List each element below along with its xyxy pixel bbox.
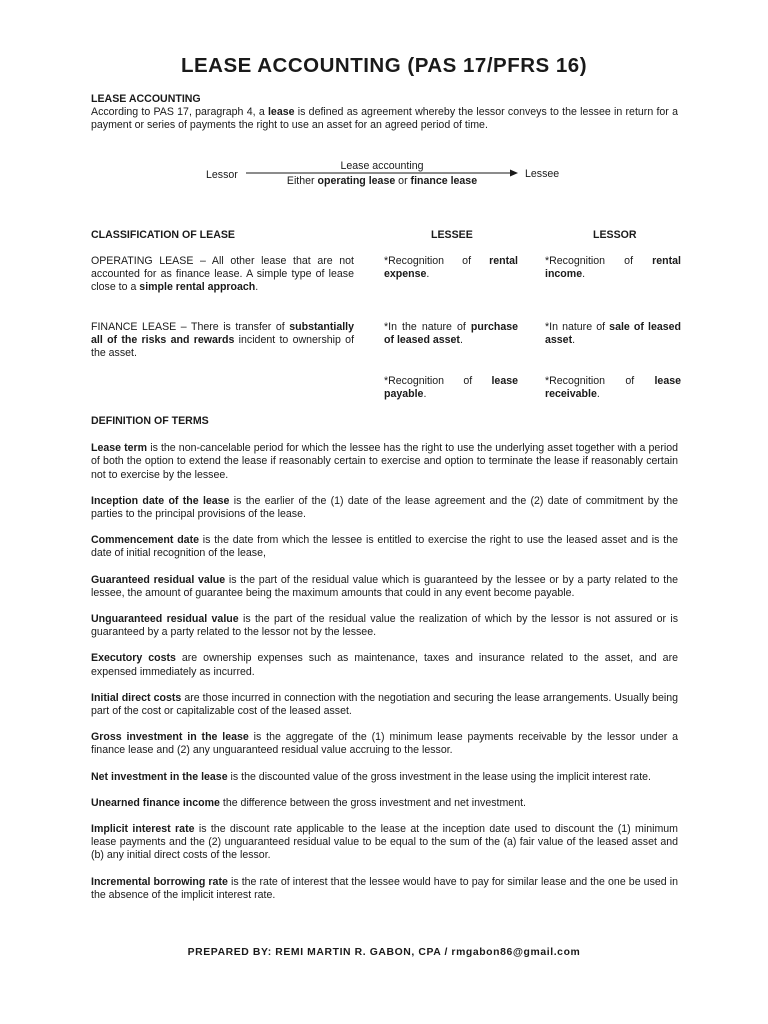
- definition-term: Gross investment in the lease: [91, 731, 249, 744]
- definition-text: is the aggregate of the (1) minimum lease payments receivable by the lessor under a finance lease and (2) any unguaranteed residual value accruing to the lessor.: [91, 731, 678, 757]
- intro-paragraph: According to PAS 17, paragraph 4, a lease is defined as agreement whereby the lessor conveys to the lessee in return for a payment or series of payments the right to use an asset for an agreed period of time.: [91, 106, 678, 132]
- definitions-list: [91, 442, 678, 902]
- definition-text: are those incurred in connection with the negotiation and securing the lease arrangements. Usually being part of the cost or capitalizable cost of the leased asset.: [91, 691, 678, 718]
- diagram-lessor-label: Lessor: [206, 169, 238, 181]
- prepared-by-footer: PREPARED BY: REMI MARTIN R. GABON, CPA / rmgabon86@gmail.com: [187, 947, 581, 958]
- definition-item: [91, 534, 678, 560]
- definition-term: Implicit interest rate: [91, 823, 195, 836]
- finance-lessor-cell-2: *Recognition of lease receivable.: [545, 375, 681, 401]
- lessor-header: LESSOR: [593, 229, 637, 241]
- definition-item: [91, 613, 678, 639]
- definition-text: is the date from which the lessee is entitled to exercise the right to use the leased asset and is the date of initial recognition of the lease,: [91, 534, 678, 560]
- definition-item: [91, 823, 678, 863]
- document-title: LEASE ACCOUNTING (PAS 17/PFRS 16): [180, 54, 588, 77]
- intro-heading: LEASE ACCOUNTING: [91, 93, 201, 105]
- definition-term: Net investment in the lease: [91, 770, 228, 783]
- lessee-header: LESSEE: [431, 229, 473, 241]
- definition-text: is the part of the residual value the realization of which by the lessor is not assured or is guaranteed by a party related to the lessor not by the lessee.: [91, 613, 678, 639]
- definition-text: is the non-cancelable period for which the lessee has the right to use the underlying asset together with a period of both the option to extend the lease if reasonably certain to exercise and option to terminate the lease if reasonably certain not to exercise by the lessee.: [91, 442, 678, 481]
- operating-lessee-cell: *Recognition of rental expense.: [384, 255, 518, 281]
- definition-item: [91, 731, 678, 757]
- definitions-section: [91, 415, 678, 915]
- definition-item: [91, 876, 678, 902]
- operating-lessor-cell: *Recognition of rental income.: [545, 255, 681, 281]
- operating-lease-description: OPERATING LEASE – All other lease that are not accounted for as finance lease. A simple type of lease close to a simple rental approach.: [91, 255, 354, 294]
- definition-term: Initial direct costs: [91, 691, 182, 704]
- finance-lessee-cell-1: *In the nature of purchase of leased asset.: [384, 321, 518, 347]
- definition-item: [91, 771, 678, 784]
- definition-text: is the rate of interest that the lessee would have to pay for similar lease and the one be used in the absence of the implicit interest rate.: [91, 875, 678, 901]
- diagram-lessee-label: Lessee: [525, 168, 560, 180]
- finance-lessor-cell-1: *In nature of sale of leased asset.: [545, 321, 681, 347]
- definition-term: Guaranteed residual value: [91, 573, 226, 586]
- lease-diagram: [0, 160, 768, 194]
- definition-term: Inception date of the lease: [91, 494, 230, 507]
- finance-lessee-cell-2: *Recognition of lease payable.: [384, 375, 518, 401]
- definition-text: are ownership expenses such as maintenance, taxes and insurance related to the asset, and are expensed immediately as incurred.: [91, 652, 678, 678]
- definition-term: Commencement date: [91, 534, 199, 547]
- definition-item: [91, 574, 678, 600]
- definition-item: [91, 442, 678, 482]
- definition-item: [91, 652, 678, 678]
- definition-item: [91, 692, 678, 718]
- definition-item: [91, 797, 678, 810]
- definitions-heading: DEFINITION OF TERMS: [91, 415, 209, 427]
- definition-text: is the discount rate applicable to the lease at the inception date used to discount the (1) minimum lease payments and the (2) unguaranteed residual value to be equal to the sum of the (a) fair value of the leased asset and (b) any initial direct costs of the lessor.: [91, 823, 679, 862]
- definition-item: [91, 495, 678, 521]
- definition-term: Incremental borrowing rate: [91, 875, 228, 888]
- definition-text: is the discounted value of the gross investment in the lease using the implicit interest rate.: [227, 770, 651, 783]
- definition-text: the difference between the gross investment and net investment.: [219, 796, 526, 809]
- definition-term: Unguaranteed residual value: [91, 613, 239, 626]
- diagram-above-label: Lease accounting: [340, 160, 424, 172]
- definition-term: Lease term: [91, 442, 148, 455]
- definition-text: is the part of the residual value which is guaranteed by the lessee or by a party related to the lessee, the amount of guarantee being the maximum amounts that could in any event become payable.: [91, 573, 678, 599]
- finance-lease-description: FINANCE LEASE – There is transfer of substantially all of the risks and rewards incident to ownership of the asset.: [91, 321, 355, 360]
- intro-section: [91, 93, 678, 133]
- definition-term: Unearned finance income: [91, 796, 220, 809]
- diagram-below-label: Either operating lease or finance lease: [286, 175, 478, 187]
- definition-term: Executory costs: [91, 652, 176, 665]
- definition-text: is the earlier of the (1) date of the lease agreement and the (2) date of commitment by the parties to the principal provisions of the lease.: [91, 494, 678, 521]
- classification-header: CLASSIFICATION OF LEASE: [91, 229, 235, 241]
